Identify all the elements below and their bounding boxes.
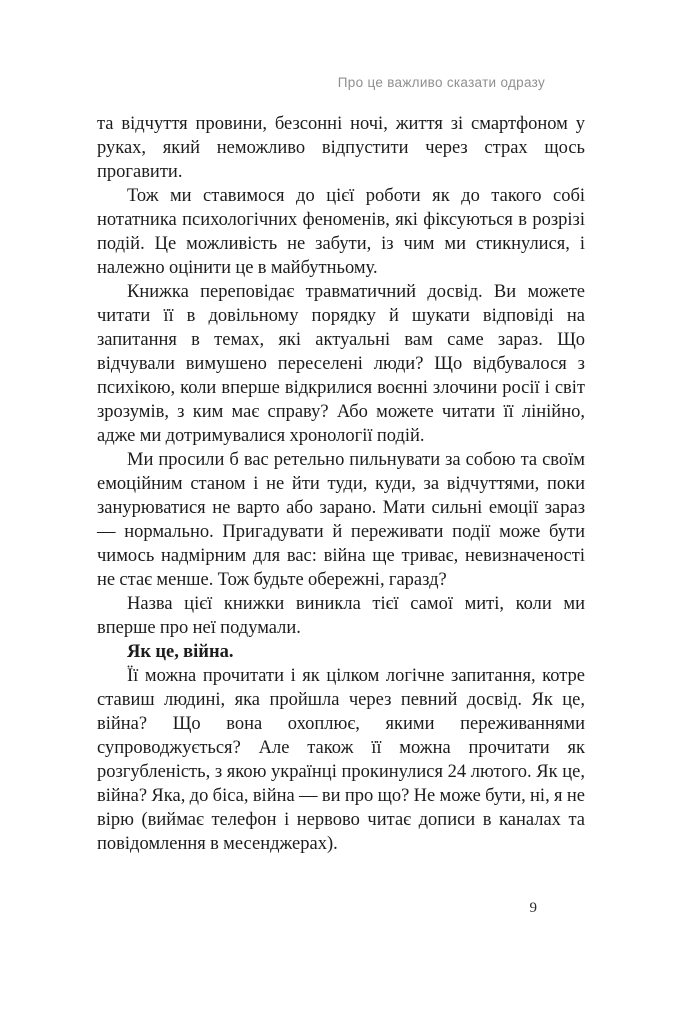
paragraph: Ми просили б вас ретельно пильнувати за собою та своїм емоційним станом і не йти туди, куди, за відчуттями, поки занурюватися не варто або зарано. Мати сильні емоції зараз — нормально. Пригадувати й переживати події може бути чимось надмірним для вас: війна ще триває, невизначеності не стає менше. Тож будьте обережні, гаразд?	[97, 450, 585, 590]
page-number: 9	[529, 900, 537, 916]
paragraph: Тож ми ставимося до цієї роботи як до такого собі нотатника психологічних феноменів, які фіксуються в розрізі подій. Це можливість не забути, із чим ми стикнулися, і належно оцінити це в майбутньому.	[97, 186, 585, 278]
paragraph: Назва цієї книжки виникла тієї самої миті, коли ми вперше про неї подумали.	[97, 594, 585, 638]
paragraph-bold-heading: Як це, війна.	[127, 642, 234, 662]
text-block	[97, 112, 585, 856]
paragraph: Книжка переповідає травматичний досвід. Ви можете читати її в довільному порядку й шукати відповіді на запитання в темах, які актуальні вам саме зараз. Що відчували вимушено переселені люди? Що відбувалося з психікою, коли вперше відкрилися воєнні злочини росії і світ зрозумів, з ким має справу? Або можете читати її лінійно, адже ми дотримувалися хронології подій.	[97, 282, 585, 446]
running-head: Про це важливо сказати одразу	[337, 75, 545, 90]
paragraph: Її можна прочитати і як цілком логічне запитання, котре ставиш людині, яка пройшла через певний досвід. Як це, війна? Що вона охоплює, якими переживаннями супроводжується? Але також її можна прочитати як розгубленість, з якою українці прокинулися 24 лютого. Як це, війна? Яка, до біса, війна — ви про що? Не може бути, ні, я не вірю (виймає телефон і нервово читає дописи в каналах та повідомлення в месенджерах).	[97, 666, 585, 854]
paragraph-continuation: та відчуття провини, безсонні ночі, життя зі смартфоном у руках, який неможливо відпустити через страх щось прогавити.	[97, 114, 585, 182]
